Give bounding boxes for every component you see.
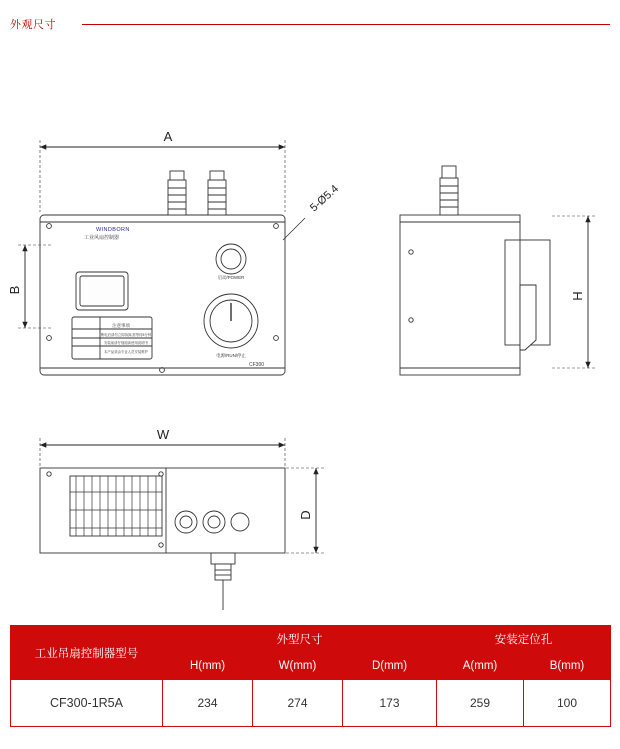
dim-b-label: B — [7, 285, 22, 295]
power-switch-label: 启动/POWER — [217, 275, 245, 280]
warning-line-1: 断电后请勿立即拆卸,需等待5分钟 — [100, 333, 152, 337]
header-model: 工业吊扇控制器型号 — [11, 626, 163, 680]
table-header-row-1 — [11, 626, 611, 653]
top-view-group — [40, 468, 285, 610]
dim-d-label: D — [298, 510, 313, 520]
cell-b: 100 — [524, 680, 611, 727]
front-view-group — [40, 171, 305, 375]
cell-d: 173 — [343, 680, 437, 727]
header-h: H(mm) — [163, 653, 253, 680]
header-divider — [82, 24, 610, 25]
page-title: 外观尺寸 — [10, 19, 56, 31]
section-header — [0, 14, 620, 36]
model-silkscreen: CF300 — [249, 362, 265, 368]
brand-logo-text: WINDBORN — [96, 227, 130, 233]
header-group-holes: 安装定位孔 — [437, 626, 611, 653]
warning-line-3: 本产品须由专业人员安装维护 — [103, 350, 149, 354]
cell-a: 259 — [437, 680, 524, 727]
dim-w-label: W — [156, 427, 170, 442]
warning-line-2: 安装前请仔细阅读使用说明书 — [103, 341, 149, 345]
dim-a — [40, 140, 285, 212]
dim-w — [40, 438, 285, 466]
header-w: W(mm) — [253, 653, 343, 680]
cell-w: 274 — [253, 680, 343, 727]
hole-note-label: 5-Ø5.4 — [307, 182, 342, 215]
side-view-group — [400, 166, 550, 375]
warning-title: 注意事项 — [112, 323, 130, 328]
dim-a-label: A — [163, 129, 173, 144]
header-group-outer: 外型尺寸 — [163, 626, 437, 653]
cell-model: CF300-1R5A — [11, 680, 163, 727]
header-a: A(mm) — [437, 653, 524, 680]
header-d: D(mm) — [343, 653, 437, 680]
header-b: B(mm) — [524, 653, 611, 680]
dim-h-label: H — [570, 291, 585, 301]
dimension-spec-table — [10, 625, 611, 727]
drawing-canvas — [0, 40, 620, 610]
knob-label: 电源/RUN/停止 — [216, 353, 246, 358]
dimension-drawings — [0, 40, 620, 610]
brand-subtitle: 工业风扇控制器 — [84, 235, 120, 241]
table-row — [11, 680, 611, 727]
cell-h: 234 — [163, 680, 253, 727]
